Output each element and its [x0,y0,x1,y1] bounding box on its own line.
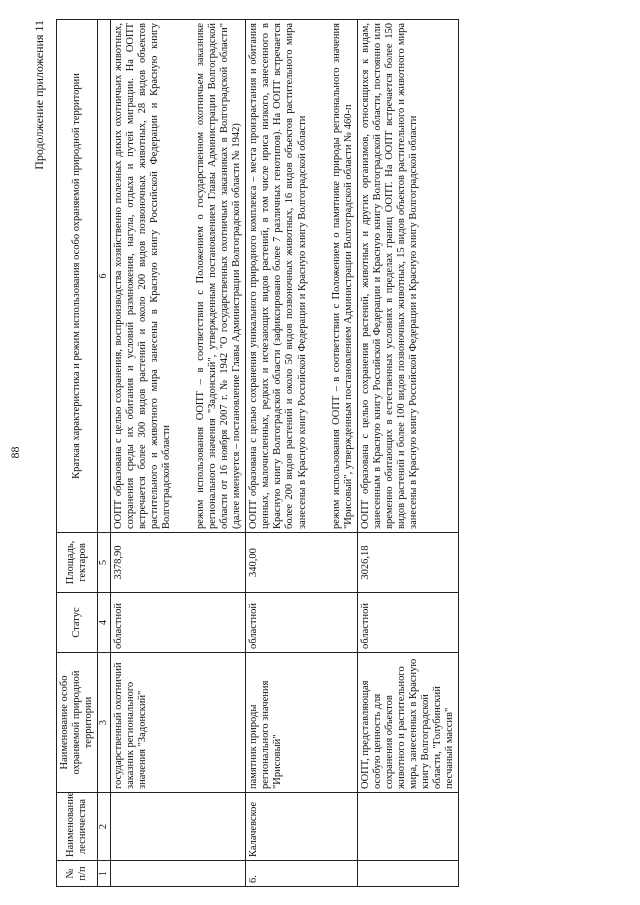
column-number: 2 [98,793,111,861]
header-description: Краткая характеристика и режим использования особо охраняемой природной территории [57,20,98,533]
row-number: 6. [246,861,357,887]
row-area-size: 340,00 [246,533,357,593]
page-number: 88 [8,446,22,459]
column-number: 3 [98,653,111,793]
table-row [110,20,246,887]
column-number: 6 [98,20,111,533]
row-status: областной [110,593,246,653]
row-status: областной [357,593,459,653]
row-area-name: государственный охотничий заказник регионального значения "Задонский" [110,653,246,793]
column-number: 1 [98,861,111,887]
description-paragraph: режим использования ООПТ – в соответствии с Положением о памятнике природы регионального значения "Ирисовый", утвержденным постановлением Администрации Волгоградской области № 460-п [330,23,354,529]
header-forestry: Наименование лесничества [57,793,98,861]
column-number-row [98,20,111,887]
description-paragraph: ООПТ образована с целью сохранения уникального природного комплекса – места произрастания и обитания ценных, малочисленных, редких и исчезающих видов растений, в том числе ириса низкого, занесенного в Красную книгу Волгоградской области (зафиксировано более 7 различных генотипов). На ООПТ встречается более 200 видов растений и около 50 видов позвоночных животных, 16 видов объектов растительного мира занесены в Красную книгу Российской Федерации и Красную книгу Волгоградской области [248,23,308,529]
table-header-row [57,20,98,887]
protected-areas-table [56,19,459,887]
row-status: областной [246,593,357,653]
row-area-size: 3378,90 [110,533,246,593]
row-number [110,861,246,887]
description-paragraph: ООПТ образована с целью сохранения растений, животных и других организмов, относящихся к видам, занесенным в Красную книгу Российской Федерации и Красную книгу Волгоградской области, постоянно или временно обитающих в естественных условиях в пределах границ ООПТ. На ООПТ встречается более 150 видов растений и более 100 видов позвоночных животных, 15 видов объектов растительного и животного мира занесены в Красную книгу Российской Федерации и Красную книгу Волгоградской области [359,23,419,529]
row-description [110,20,246,533]
description-paragraph: ООПТ образована с целью сохранения, воспроизводства хозяйственно полезных диких охотничьих животных, сохранения среды их обитания и условий размножения, нагула, отдыха и путей миграции. На ООПТ встречается более 300 видов растений и около 200 видов позвоночных животных, 28 видов объектов растительного и животного мира занесены в Красную книгу Российской Федерации и Красную книгу Волгоградской области [112,23,172,529]
row-area-name: памятник природы регионального значения "Ирисовый" [246,653,357,793]
row-area-name: ООПТ, представляющая особую ценность для сохранения объектов животного и растительного мира, занесенных в Красную книгу Волгоградской области, "Голубинский песчаный массив" [357,653,459,793]
row-forestry [357,793,459,861]
row-number [357,861,459,887]
column-number: 5 [98,533,111,593]
header-area-size: Площадь, гектаров [57,533,98,593]
column-number: 4 [98,593,111,653]
row-forestry [110,793,246,861]
row-description [357,20,459,533]
appendix-label: Продолжение приложения 11 [32,20,46,170]
header-area-name: Наименование особо охраняемой природной территории [57,653,98,793]
header-number: № п/п [57,861,98,887]
row-forestry: Калачевское [246,793,357,861]
header-status: Статус [57,593,98,653]
table-row [246,20,357,887]
row-description [246,20,357,533]
table-row [357,20,459,887]
row-area-size: 3026,18 [357,533,459,593]
description-paragraph: режим использования ООПТ – в соответствии с Положением о государственном охотничьем заказнике регионального значения "Задонский", утвержденным постановлением Главы Администрации Волгоградской области от 16 ноября 2007 г. № 1942 "О государственных охотничьих заказниках в Волгоградской области" (далее именуется – постановление Главы Администрации Волгоградской области № 1942) [195,23,243,529]
